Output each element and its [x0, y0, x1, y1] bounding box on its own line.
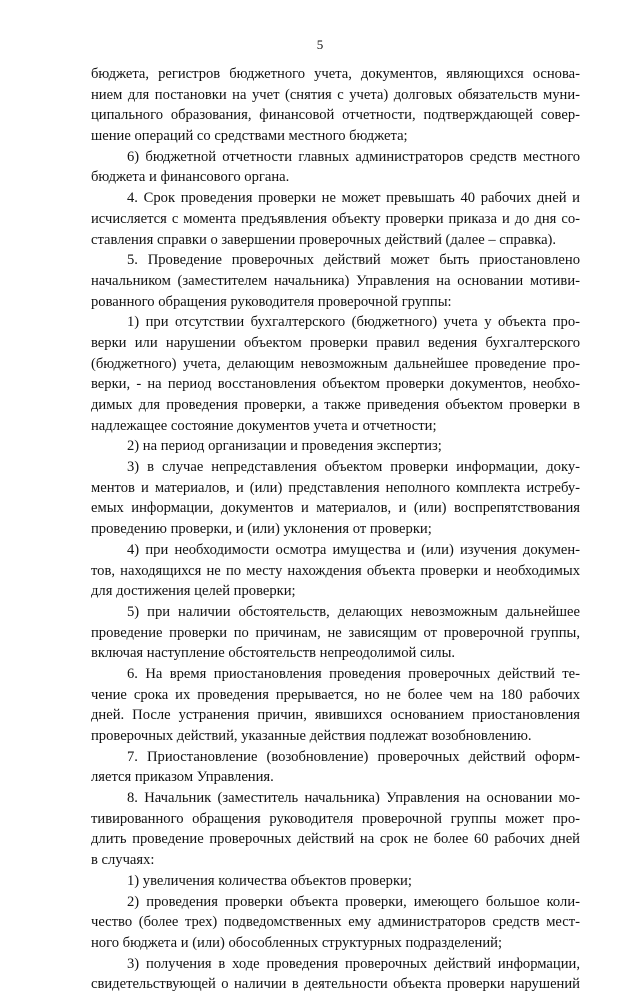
text-line: тов, находящихся не по месту нахождения объекта проверки и необходимых: [91, 562, 580, 579]
text-line: 3) в случае непредставления объектом проверки информации, доку-: [127, 459, 580, 476]
text-line: рованного обращения руководителя проверочной группы:: [91, 293, 452, 310]
text-line: проведение проверки по причинам, не зависящим от проверочной группы,: [91, 624, 580, 641]
text-line: исчисляется с момента предъявления объекту проверки приказа и до дня со-: [91, 210, 580, 227]
text-line: 2) на период организации и проведения экспертиз;: [127, 438, 442, 455]
text-line: ципального образования, финансовой отчетности, подтверждающей совер-: [91, 107, 580, 124]
text-line: бюджета и финансового органа.: [91, 169, 290, 186]
text-line: ментов и материалов, и (или) представления неполного комплекта истребу-: [91, 479, 580, 496]
text-line: ставления справки о завершении проверочных действий (далее – справка).: [91, 231, 557, 248]
text-line: (бюджетного) учета, делающим невозможным дальнейшее проведение про-: [91, 355, 580, 372]
text-line: начальником (заместителем начальника) Управления на основании мотиви-: [91, 272, 580, 289]
text-line: дней. После устранения причин, явившихся основанием приостановления: [91, 707, 580, 724]
text-line: чество (более трех) подведомственных ему администраторов средств мест-: [91, 914, 580, 931]
text-line: 5. Проведение проверочных действий может быть приостановлено: [127, 252, 580, 269]
text-line: ляется приказом Управления.: [91, 769, 274, 786]
text-line: проверочных действий, указанные действия подлежат возобновлению.: [91, 728, 532, 744]
text-line: ного бюджета и (или) обособленных структурных подразделений;: [91, 934, 503, 951]
text-line: димых для проведения проверки, а также приведения объектом проверки в: [91, 397, 580, 413]
text-line: чение срока их проведения прерывается, но не более чем на 180 рабочих: [91, 686, 580, 703]
text-line: 3) получения в ходе проведения проверочных действий информации,: [127, 955, 580, 972]
text-line: 7. Приостановление (возобновление) проверочных действий оформ-: [127, 748, 580, 765]
page-number: 5: [316, 37, 324, 52]
text-line: 8. Начальник (заместитель начальника) Управления на основании мо-: [127, 790, 580, 807]
text-line: нием для постановки на учет (снятия с учета) долговых обязательств муни-: [91, 86, 580, 103]
text-line: для достижения целей проверки;: [91, 583, 296, 600]
text-line: проведению проверки, и (или) уклонения от проверки;: [91, 521, 432, 538]
text-line: бюджета, регистров бюджетного учета, документов, являющихся основа-: [91, 66, 580, 82]
text-line: 1) при отсутствии бухгалтерского (бюджетного) учета у объекта про-: [127, 314, 580, 331]
text-line: свидетельствующей о наличии в деятельности объекта проверки нарушений: [91, 976, 580, 993]
text-line: верки, - на период восстановления объектом проверки документов, необхо-: [91, 376, 580, 393]
text-line: в случаях:: [91, 852, 155, 869]
text-line: надлежащее состояние документов учета и отчетности;: [91, 417, 437, 434]
document-body: [91, 64, 580, 995]
text-line: тивированного обращения руководителя проверочной группы может про-: [91, 810, 580, 827]
text-line: шение операций со средствами местного бюджета;: [91, 128, 408, 145]
text-line: 6. На время приостановления проведения проверочных действий те-: [127, 665, 580, 682]
text-line: 2) проведения проверки объекта проверки, имеющего большое коли-: [127, 893, 580, 910]
text-line: 4. Срок проведения проверки не может превышать 40 рабочих дней и: [127, 190, 580, 207]
text-line: 5) при наличии обстоятельств, делающих невозможным дальнейшее: [127, 603, 580, 620]
text-line: длить проведение проверочных действий на срок не более 60 рабочих дней: [91, 831, 580, 848]
text-line: 1) увеличения количества объектов проверки;: [127, 872, 412, 889]
text-line: 6) бюджетной отчетности главных администраторов средств местного: [127, 148, 580, 165]
text-line: 4) при необходимости осмотра имущества и (или) изучения докумен-: [127, 541, 580, 558]
text-line: включая наступление обстоятельств непреодолимой силы.: [91, 645, 456, 662]
text-line: емых информации, документов и материалов, и (или) воспрепятствования: [91, 500, 580, 517]
text-line: верки или нарушении объектом проверки правил ведения бухгалтерского: [91, 334, 580, 351]
